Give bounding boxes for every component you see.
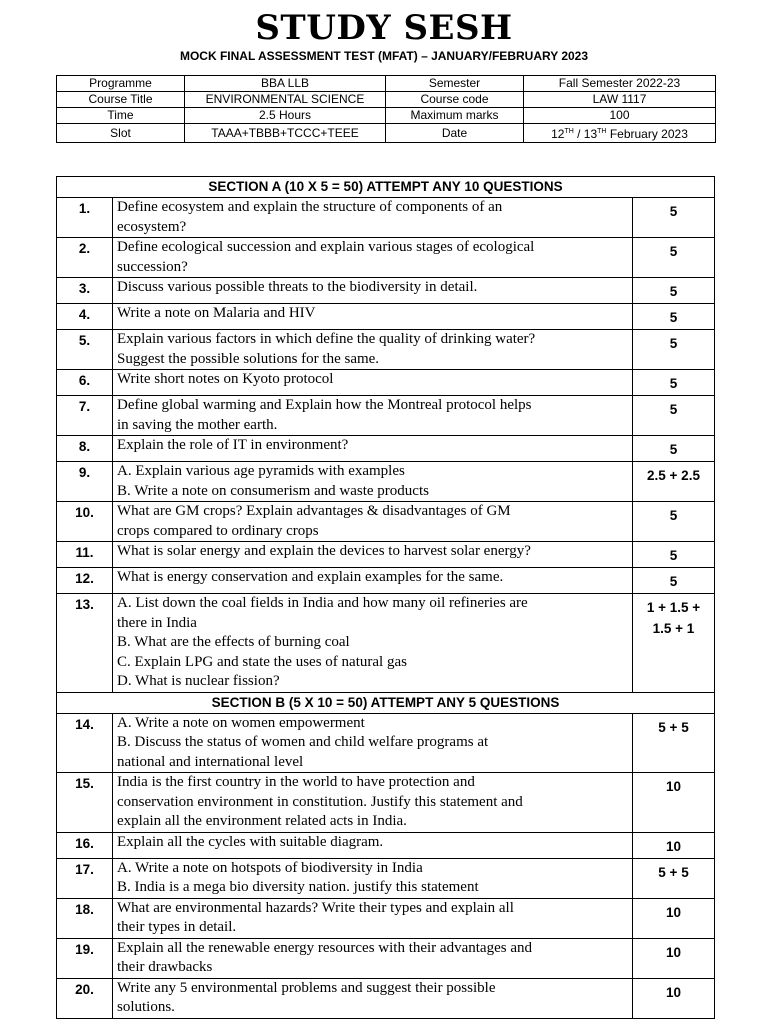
question-line: Suggest the possible solutions for the same.	[117, 350, 380, 367]
question-row	[57, 370, 715, 396]
question-line: succession?	[117, 258, 188, 275]
question-line: What are environmental hazards? Write their types and explain all	[117, 899, 514, 916]
question-marks	[633, 370, 715, 396]
question-text	[113, 568, 633, 594]
question-line: Explain all the cycles with suitable diagram.	[117, 833, 384, 850]
question-marks	[633, 304, 715, 330]
info-cell: Programme	[57, 76, 185, 92]
info-cell: Semester	[386, 76, 524, 92]
question-text	[113, 938, 633, 978]
info-cell: Slot	[57, 124, 185, 143]
question-line: Define ecological succession and explain various stages of ecological	[117, 239, 535, 255]
question-number: 11.	[57, 542, 113, 568]
question-row	[57, 542, 715, 568]
question-marks	[633, 773, 715, 833]
question-line: Write any 5 environmental problems and suggest their possible	[117, 979, 496, 996]
marks-line: 5	[669, 508, 678, 523]
section-title: SECTION B (5 X 10 = 50) ATTEMPT ANY 5 QUESTIONS	[57, 692, 715, 713]
question-number: 7.	[57, 396, 113, 436]
marks-line: 5	[669, 244, 678, 259]
question-row	[57, 278, 715, 304]
question-line: B. India is a mega bio diversity nation. justify this statement	[117, 879, 479, 895]
info-cell: Date	[386, 124, 524, 143]
question-line: A. Write a note on hotspots of biodiversity in India	[117, 859, 423, 876]
exam-date: 12TH / 13TH February 2023	[524, 124, 716, 143]
info-cell: Course Title	[57, 92, 185, 108]
question-line: Write short notes on Kyoto protocol	[117, 371, 334, 387]
info-cell: Time	[57, 108, 185, 124]
question-marks	[633, 858, 715, 898]
question-text	[113, 198, 633, 238]
question-number: 6.	[57, 370, 113, 396]
question-marks	[633, 978, 715, 1018]
info-cell: Maximum marks	[386, 108, 524, 124]
info-row	[57, 124, 716, 143]
marks-line: 10	[665, 779, 682, 794]
question-marks	[633, 594, 715, 693]
question-line: Discuss various possible threats to the biodiversity in detail.	[117, 279, 478, 295]
question-text	[113, 396, 633, 436]
question-line: B. Write a note on consumerism and waste products	[117, 482, 429, 499]
question-text	[113, 832, 633, 858]
question-row	[57, 978, 715, 1018]
question-marks	[633, 502, 715, 542]
question-row	[57, 304, 715, 330]
question-number: 8.	[57, 436, 113, 462]
question-row	[57, 713, 715, 773]
question-text	[113, 304, 633, 330]
question-number: 15.	[57, 773, 113, 833]
question-marks	[633, 542, 715, 568]
marks-line: 2.5 + 2.5	[647, 468, 700, 483]
marks-line: 5 + 5	[658, 719, 689, 735]
marks-line: 1 + 1.5 +	[646, 600, 701, 615]
question-marks	[633, 396, 715, 436]
question-row	[57, 832, 715, 858]
page-title: STUDY SESH	[255, 8, 513, 48]
question-marks	[633, 278, 715, 304]
question-number: 20.	[57, 978, 113, 1018]
question-number: 3.	[57, 278, 113, 304]
question-row	[57, 238, 715, 278]
info-cell: 100	[524, 108, 716, 124]
question-line: B. What are the effects of burning coal	[117, 634, 350, 650]
question-number: 4.	[57, 304, 113, 330]
marks-line: 10	[665, 944, 682, 960]
question-line: A. Explain various age pyramids with examples	[117, 463, 405, 479]
question-marks	[633, 898, 715, 938]
question-row	[57, 773, 715, 833]
marks-line: 10	[665, 838, 682, 854]
question-line: Explain all the renewable energy resources with their advantages and	[117, 939, 532, 956]
info-cell: Course code	[386, 92, 524, 108]
question-number: 10.	[57, 502, 113, 542]
info-row	[57, 76, 716, 92]
question-line: C. Explain LPG and state the uses of natural gas	[117, 653, 407, 670]
info-cell: TAAA+TBBB+TCCC+TEEE	[185, 124, 386, 143]
question-marks	[633, 568, 715, 594]
marks-line: 5	[669, 310, 678, 325]
question-marks	[633, 238, 715, 278]
question-row	[57, 898, 715, 938]
question-line: Explain the role of IT in environment?	[117, 437, 349, 453]
question-number: 19.	[57, 938, 113, 978]
question-line: ecosystem?	[117, 218, 187, 235]
question-marks	[633, 198, 715, 238]
section-title: SECTION A (10 X 5 = 50) ATTEMPT ANY 10 QUESTIONS	[57, 177, 715, 198]
info-row	[57, 108, 716, 124]
question-line: their drawbacks	[117, 959, 213, 975]
course-info-table	[56, 75, 716, 143]
question-line: Define ecosystem and explain the structure of components of an	[117, 199, 503, 215]
marks-line: 10	[665, 984, 682, 1000]
question-row	[57, 568, 715, 594]
question-row	[57, 198, 715, 238]
question-marks	[633, 462, 715, 502]
question-row	[57, 462, 715, 502]
question-line: their types in detail.	[117, 919, 237, 935]
question-number: 12.	[57, 568, 113, 594]
info-cell: 2.5 Hours	[185, 108, 386, 124]
question-text	[113, 978, 633, 1018]
question-row	[57, 396, 715, 436]
question-row	[57, 330, 715, 370]
marks-line: 5	[669, 402, 678, 417]
marks-line: 5	[669, 442, 678, 457]
question-line: Explain various factors in which define the quality of drinking water?	[117, 331, 536, 347]
question-line: What is energy conservation and explain examples for the same.	[117, 569, 504, 585]
info-cell: Fall Semester 2022-23	[524, 76, 716, 92]
question-line: What is solar energy and explain the devices to harvest solar energy?	[117, 543, 531, 559]
question-text	[113, 436, 633, 462]
questions-table	[56, 176, 715, 1019]
question-line: A. Write a note on women empowerment	[117, 714, 365, 731]
question-number: 9.	[57, 462, 113, 502]
question-row	[57, 436, 715, 462]
marks-line: 5	[669, 574, 678, 589]
question-line: conservation environment in constitution. Justify this statement and	[117, 793, 523, 810]
marks-line: 10	[665, 904, 682, 920]
question-text	[113, 278, 633, 304]
question-line: Write a note on Malaria and HIV	[117, 305, 316, 321]
question-line: crops compared to ordinary crops	[117, 522, 319, 539]
info-cell: ENVIRONMENTAL SCIENCE	[185, 92, 386, 108]
marks-line: 5	[669, 548, 678, 563]
question-marks	[633, 330, 715, 370]
question-number: 1.	[57, 198, 113, 238]
question-row	[57, 938, 715, 978]
question-marks	[633, 832, 715, 858]
question-text	[113, 238, 633, 278]
question-text	[113, 773, 633, 833]
question-line: What are GM crops? Explain advantages & disadvantages of GM	[117, 503, 511, 519]
question-text	[113, 370, 633, 396]
question-marks	[633, 713, 715, 773]
question-text	[113, 713, 633, 773]
section-header-row	[57, 177, 715, 198]
question-number: 14.	[57, 713, 113, 773]
question-line: in saving the mother earth.	[117, 416, 278, 433]
question-line: national and international level	[117, 753, 304, 770]
question-text	[113, 330, 633, 370]
question-text	[113, 594, 633, 693]
question-text	[113, 462, 633, 502]
question-row	[57, 502, 715, 542]
question-number: 18.	[57, 898, 113, 938]
question-line: there in India	[117, 614, 197, 631]
question-line: B. Discuss the status of women and child welfare programs at	[117, 734, 489, 750]
marks-line: 5	[669, 376, 678, 391]
marks-line: 5	[669, 336, 678, 351]
info-cell: BBA LLB	[185, 76, 386, 92]
question-text	[113, 542, 633, 568]
marks-line: 5 + 5	[658, 864, 689, 880]
question-line: Define global warming and Explain how the Montreal protocol helps	[117, 397, 532, 413]
marks-line: 1.5 + 1	[652, 621, 695, 636]
question-number: 16.	[57, 832, 113, 858]
exam-subtitle: MOCK FINAL ASSESSMENT TEST (MFAT) – JANUARY/FEBRUARY 2023	[179, 49, 589, 63]
marks-line: 5	[669, 204, 678, 219]
question-marks	[633, 938, 715, 978]
section-header-row	[57, 692, 715, 713]
question-line: D. What is nuclear fission?	[117, 673, 280, 689]
question-text	[113, 898, 633, 938]
info-row	[57, 92, 716, 108]
question-line: India is the first country in the world to have protection and	[117, 774, 475, 790]
question-row	[57, 594, 715, 693]
question-number: 13.	[57, 594, 113, 693]
question-text	[113, 858, 633, 898]
question-number: 5.	[57, 330, 113, 370]
question-number: 2.	[57, 238, 113, 278]
question-marks	[633, 436, 715, 462]
marks-line: 5	[669, 284, 678, 299]
question-text	[113, 502, 633, 542]
question-line: explain all the environment related acts in India.	[117, 813, 407, 829]
question-number: 17.	[57, 858, 113, 898]
question-line: A. List down the coal fields in India and how many oil refineries are	[117, 595, 528, 611]
question-row	[57, 858, 715, 898]
info-cell: LAW 1117	[524, 92, 716, 108]
question-line: solutions.	[117, 999, 175, 1015]
